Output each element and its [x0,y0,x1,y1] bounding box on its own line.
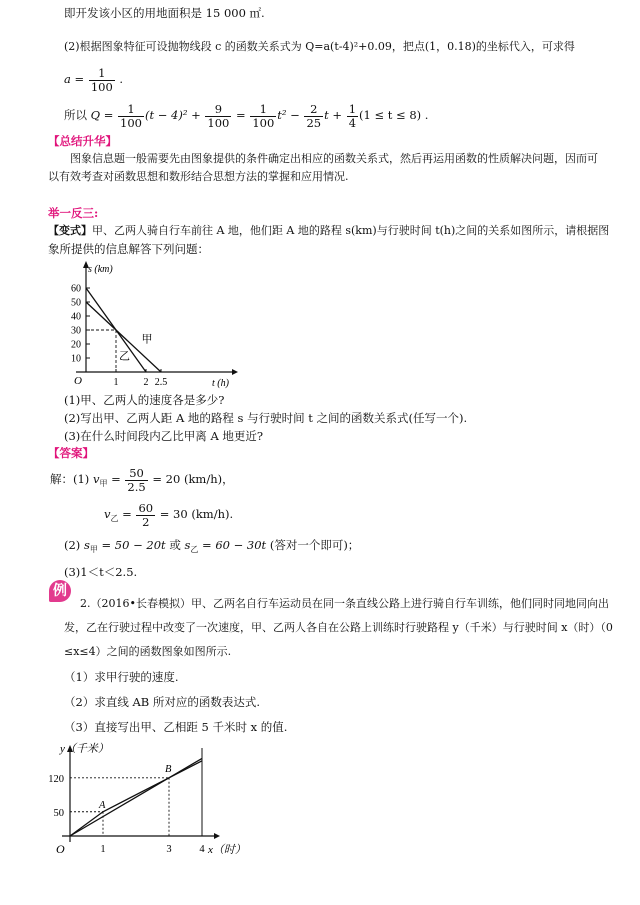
chart-axes [76,261,238,375]
x-axis-arrow [214,833,220,839]
answer-3: (3)1＜t＜2.5. [64,565,138,579]
text-line: 即开发该小区的用地面积是 15 000 ㎡. [64,6,265,20]
eq-part: = 30 [159,507,188,521]
eq-part: = 50 − 20t [101,538,166,552]
text: 解：(1) [50,472,90,486]
text: (2) [64,538,81,552]
x-tick-label: 1 [113,377,119,388]
text-line: 以有效考查对函数思想和数形结合思想方法的掌握和应用情况. [48,170,349,183]
question: (2)写出甲、乙两人距 A 地的路程 s 与行驶时间 t 之间的函数关系式(任写一个). [64,411,468,425]
example-badge: 例 [49,580,71,602]
var: s [83,538,90,552]
text: 甲、乙两人骑自行车前往 A 地，他们距 A 地的路程 s(km)与行驶时间 t(h)之间的关系如图所示，请根据图 [92,224,610,237]
denominator: 100 [90,79,113,94]
eq-part: (1 ≤ t ≤ 8) . [359,108,429,122]
eq-part: = [111,472,121,486]
eq-part: = [236,108,246,122]
text-line: (2)根据图象特征可设抛物线段 c 的函数关系式为 Q=a(t-4)²+0.09，把点(1，0.18)的坐标代入，可求得 [64,40,575,53]
text: (答对一个即可)； [269,538,360,552]
chart-labels [71,264,230,389]
fraction [89,67,115,94]
text-line: 2.（2016•长春模拟）甲、乙两名自行车运动员在同一条直线公路上进行骑自行车训练，他们同时同地同向出 [80,597,609,610]
var: s [184,538,191,552]
denominator: 100 [120,115,142,130]
numerator: 9 [205,103,231,117]
y-tick-label: 120 [48,773,64,785]
eq-part: = [122,507,132,521]
fraction [250,103,276,130]
fraction [205,103,231,130]
denominator: 2 [142,514,150,529]
eq-part: = 20 [152,472,181,486]
origin-label: O [74,375,82,387]
unit: (km/h)， [183,472,234,486]
question: (3)在什么时间段内乙比甲离 A 地更近? [64,429,264,443]
denominator: 4 [348,115,357,130]
var: v [92,472,100,486]
text-line [48,224,609,238]
question: （3）直接写出甲、乙相距 5 千米时 x 的值. [64,720,288,734]
answer-2 [64,538,359,557]
fraction [125,467,147,494]
text-line: 象所提供的信息解答下列问题： [48,242,209,256]
y-tick-label: 20 [71,339,81,351]
numerator: 1 [89,67,115,81]
y-axis-label: s (km) [88,264,113,275]
point-a-label: A [99,799,106,811]
x-tick-label: 4 [199,844,205,855]
question: (1)甲、乙两人的速度各是多少? [64,393,225,407]
section-heading: 举一反三: [48,206,99,220]
numerator: 1 [250,103,276,117]
var: v [104,507,111,521]
section-heading: 【总结升华】 [48,134,117,148]
fraction [347,103,358,130]
y-tick-label: 10 [71,353,81,365]
subscript: 甲 [89,545,98,554]
question: （2）求直线 AB 所对应的函数表达式. [64,695,261,709]
eq-part: = 60 − 30t [202,538,267,552]
denominator: 100 [252,115,275,130]
origin-label: O [56,842,65,856]
text-line: 发，乙在行驶过程中改变了一次速度，甲、乙两人各自在公路上训练时行驶路程 y（千米）与行驶时间 x（时）（0 [64,621,613,634]
eq-lhs: Q = [90,108,114,122]
fraction [304,103,323,130]
distance-time-chart [62,256,252,390]
series-jia-label: 甲 [141,333,153,346]
chart-labels [48,742,246,856]
eq-part: t + [324,108,343,122]
denominator: 2.5 [127,479,146,494]
text-line: ≤x≤4）之间的函数图象如图所示. [64,645,232,658]
y-tick-label: 50 [71,297,81,309]
series-jia-line [70,758,202,836]
equation-q [64,100,428,130]
answer-v2 [104,497,233,536]
y-tick-label: 40 [71,311,81,323]
section-heading: 【答案】 [48,446,94,460]
x-tick-label: 2 [143,377,149,388]
text: 或 [169,538,181,552]
subscript: 乙 [190,545,199,554]
subscript: 乙 [110,514,119,523]
y-tick-label: 30 [71,325,81,337]
fraction [118,103,144,130]
text: 所以 [64,108,87,122]
cycling-distance-chart [42,738,262,863]
text-line: 图象信息题一般需要先由图象提供的条件确定出相应的函数关系式，然后再运用函数的性质解决问题，因而可 [70,152,598,165]
question: （1）求甲行驶的速度. [64,670,179,684]
x-tick-label: 3 [166,844,172,855]
numerator: 2 [304,103,323,117]
denominator: 100 [207,115,230,130]
equation-a [64,64,123,94]
subscript: 甲 [99,479,108,488]
chart-marks [70,758,202,836]
x-tick-label: 2.5 [154,377,168,388]
x-axis-arrow [232,369,238,375]
answer-v1 [50,462,234,501]
punct: . [119,72,124,86]
unit: (km/h). [191,507,234,521]
eq-lhs: a = [64,72,85,86]
y-tick-label: 60 [71,283,81,295]
variant-tag: 【变式】 [48,224,92,237]
x-axis-label: x（时） [208,844,246,856]
eq-part: (t − 4)² + [145,108,201,122]
series-yi-label: 乙 [119,350,130,363]
eq-part: t² − [277,108,300,122]
denominator: 25 [306,115,322,130]
numerator: 1 [348,101,357,116]
x-axis-label: t (h) [212,378,229,389]
y-axis-label: y（千米） [60,743,109,755]
x-tick-label: 1 [100,844,106,855]
numerator: 60 [138,500,154,515]
point-b-label: B [165,763,172,775]
y-tick-label: 50 [53,807,64,819]
numerator: 50 [125,467,147,481]
fraction [136,502,155,529]
numerator: 1 [118,103,144,117]
